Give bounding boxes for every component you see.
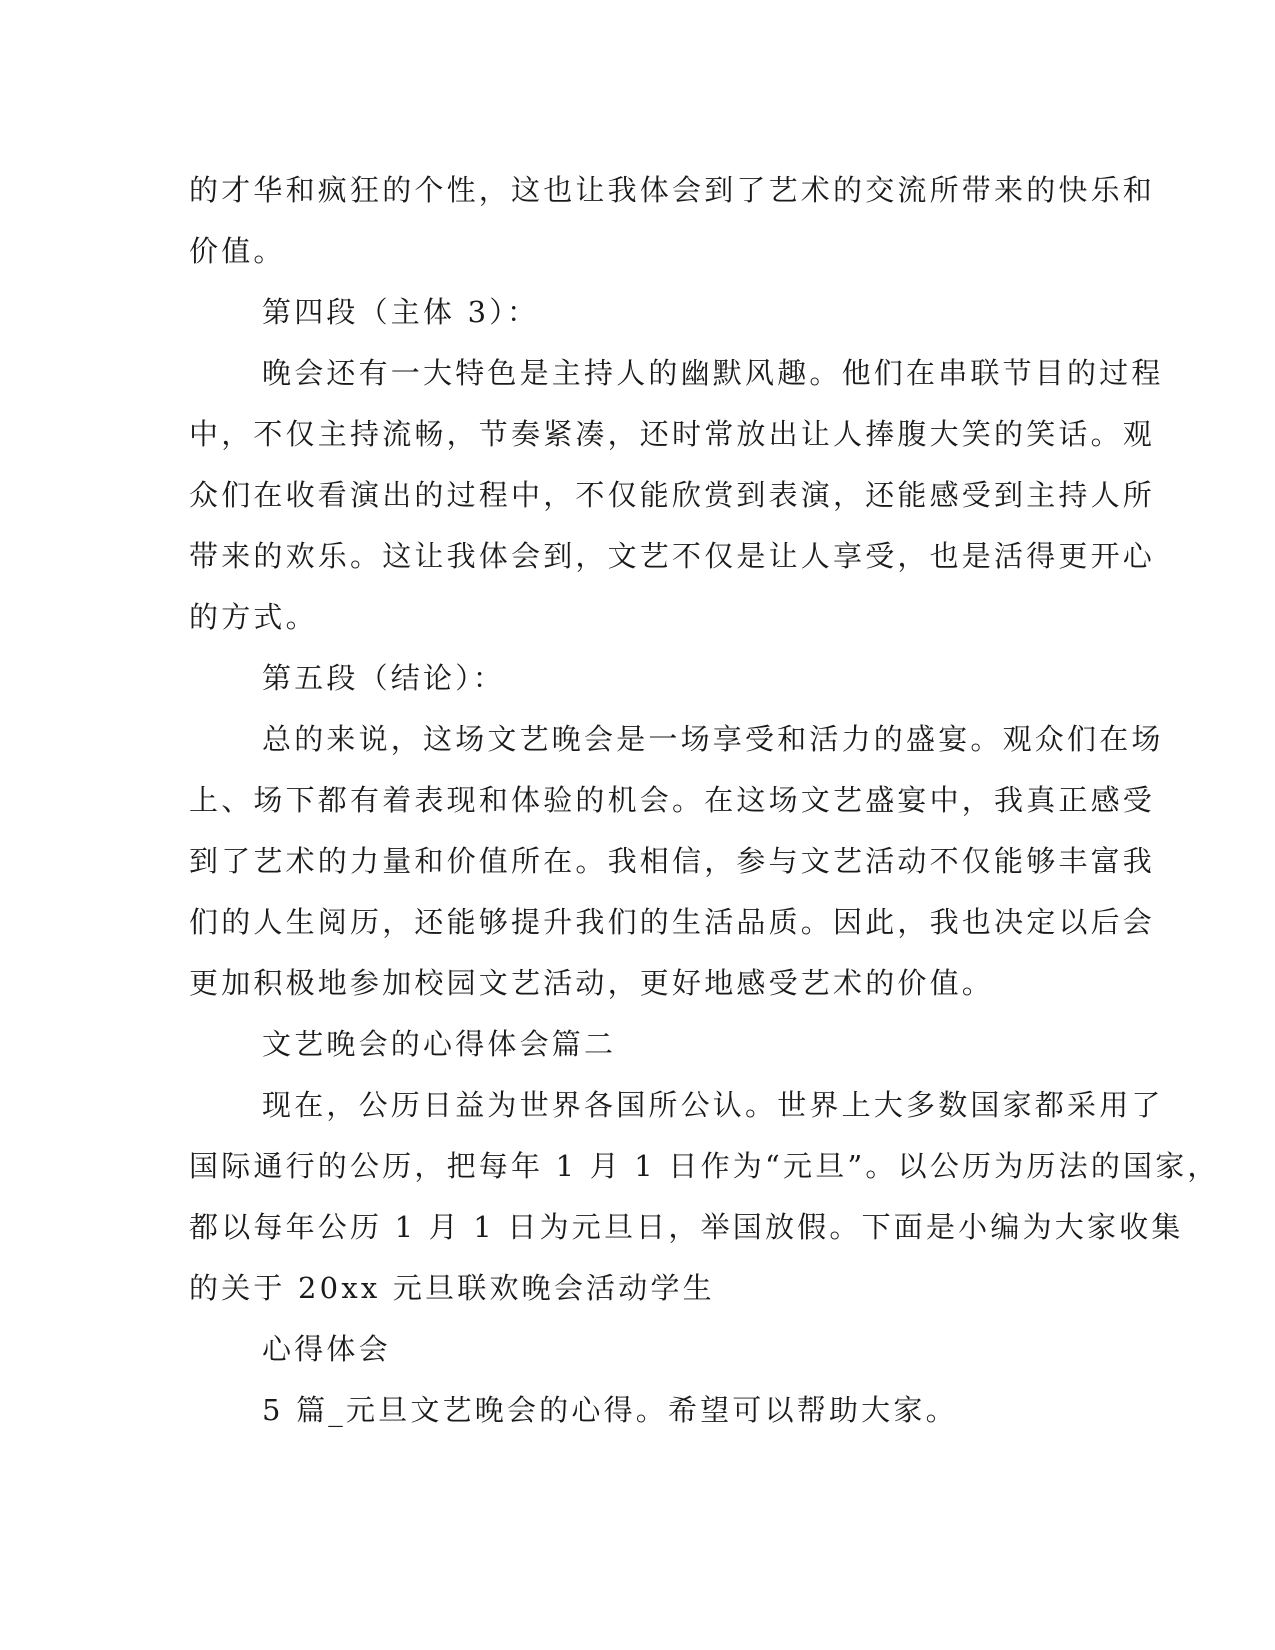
text-line: 5 篇_元旦文艺晚会的心得。希望可以帮助大家。 bbox=[262, 1393, 958, 1427]
text-line: 第四段（主体 3）： bbox=[262, 295, 540, 329]
text-line: 都以每年公历 1 月 1 日为元旦日，举国放假。下面是小编为大家收集 bbox=[189, 1210, 1184, 1244]
text-line: 众们在收看演出的过程中，不仅能欣赏到表演，还能感受到主持人所 bbox=[189, 478, 1156, 512]
text-line: 第五段（结论）： bbox=[262, 661, 506, 695]
text-line: 带来的欢乐。这让我体会到，文艺不仅是让人享受，也是活得更开心 bbox=[189, 539, 1156, 573]
text-line: 晚会还有一大特色是主持人的幽默风趣。他们在串联节目的过程 bbox=[262, 356, 1164, 390]
text-line: 国际通行的公历，把每年 1 月 1 日作为“元旦”。以公历为历法的国家， bbox=[189, 1149, 1220, 1183]
text-line: 中，不仅主持流畅，节奏紧凑，还时常放出让人捧腹大笑的笑话。观 bbox=[189, 417, 1156, 451]
text-line: 们的人生阅历，还能够提升我们的生活品质。因此，我也决定以后会 bbox=[189, 905, 1156, 939]
text-line: 文艺晚会的心得体会篇二 bbox=[262, 1027, 617, 1061]
text-line: 上、场下都有着表现和体验的机会。在这场文艺盛宴中，我真正感受 bbox=[189, 783, 1156, 817]
text-line: 现在，公历日益为世界各国所公认。世界上大多数国家都采用了 bbox=[262, 1088, 1164, 1122]
text-line: 的方式。 bbox=[189, 600, 318, 634]
text-line: 总的来说，这场文艺晚会是一场享受和活力的盛宴。观众们在场 bbox=[262, 722, 1164, 756]
text-line: 价值。 bbox=[189, 234, 286, 268]
text-line: 到了艺术的力量和价值所在。我相信，参与文艺活动不仅能够丰富我 bbox=[189, 844, 1156, 878]
text-line: 心得体会 bbox=[262, 1332, 391, 1366]
document-body bbox=[189, 160, 1220, 1441]
text-line: 的关于 20xx 元旦联欢晚会活动学生 bbox=[189, 1271, 715, 1305]
text-line: 更加积极地参加校园文艺活动，更好地感受艺术的价值。 bbox=[189, 966, 995, 1000]
text-line: 的才华和疯狂的个性，这也让我体会到了艺术的交流所带来的快乐和 bbox=[189, 173, 1156, 207]
